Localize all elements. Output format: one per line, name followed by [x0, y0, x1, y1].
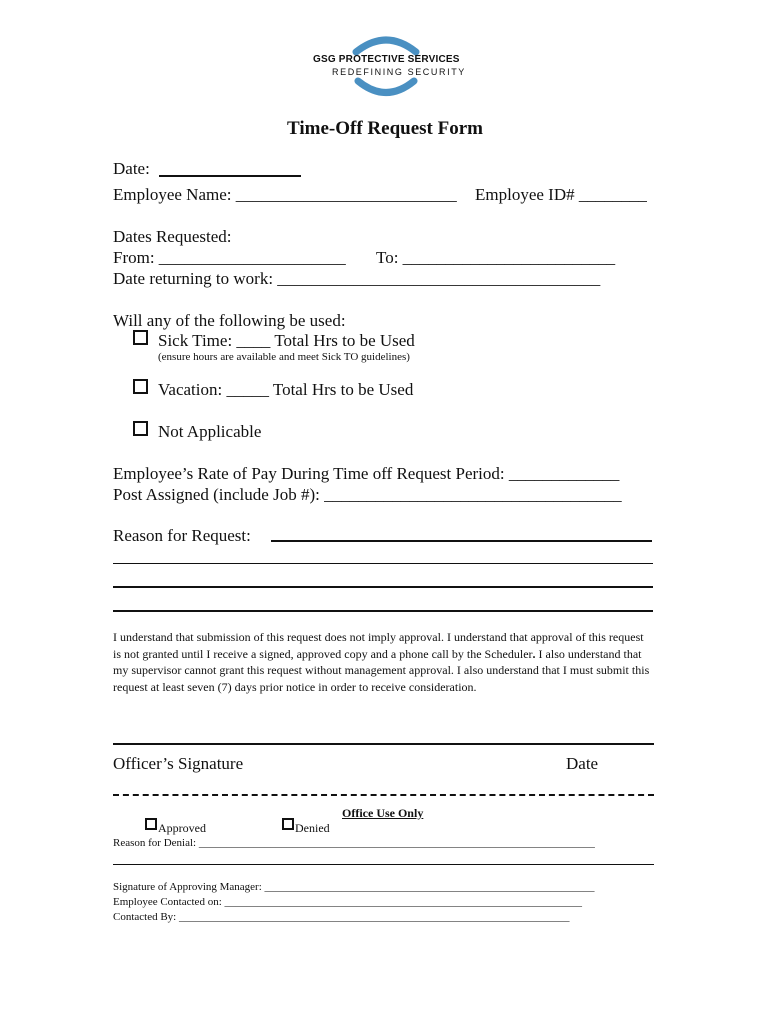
reason-line[interactable] — [113, 563, 653, 564]
section-divider — [113, 794, 654, 796]
officer-signature-label: Officer’s Signature — [113, 754, 244, 773]
disclaimer-text-2: I also understand that my supervisor cannot grant this request without management approval. I also understand that I must submit this request at least seven (7) days prior notice in order to receive consideration. — [113, 646, 650, 694]
not-applicable-checkbox[interactable] — [133, 421, 148, 436]
office-use-heading: Office Use Only — [342, 806, 424, 820]
reason-line[interactable] — [113, 610, 653, 612]
reason-line[interactable] — [271, 540, 652, 542]
vacation-label[interactable]: Vacation: _____ Total Hrs to be Used — [158, 380, 414, 399]
post-assigned-field[interactable]: Post Assigned (include Job #): ___________________________________ — [113, 485, 622, 504]
reason-line[interactable] — [113, 586, 653, 588]
return-date-field[interactable]: Date returning to work: ______________________________________ — [113, 269, 601, 288]
employee-name-label[interactable]: Employee Name: __________________________ — [113, 185, 457, 204]
disclaimer-paragraph — [113, 629, 653, 695]
page-title: Time-Off Request Form — [287, 118, 483, 139]
signature-date-label: Date — [566, 754, 599, 773]
denied-label: Denied — [295, 821, 330, 835]
date-label: Date: — [113, 159, 150, 178]
employee-contacted-field[interactable]: Employee Contacted on: _________________________________________________________________ — [113, 896, 582, 908]
reason-for-denial-field[interactable]: Reason for Denial: ________________________________________________________________________ — [113, 837, 595, 849]
dates-requested-label: Dates Requested: — [113, 227, 232, 246]
sick-time-checkbox[interactable] — [133, 330, 148, 345]
vacation-checkbox[interactable] — [133, 379, 148, 394]
sick-time-label[interactable]: Sick Time: ____ Total Hrs to be Used — [158, 331, 415, 350]
date-field[interactable] — [159, 175, 301, 177]
denial-extra-line[interactable] — [113, 864, 654, 865]
usage-question: Will any of the following be used: — [113, 311, 346, 330]
from-field[interactable]: From: ______________________ — [113, 248, 346, 267]
reason-label: Reason for Request: — [113, 526, 251, 545]
denied-checkbox[interactable] — [282, 818, 294, 830]
logo-company-name: GSG PROTECTIVE SERVICES — [313, 54, 460, 65]
company-logo — [306, 34, 466, 98]
officer-signature-line[interactable] — [113, 743, 654, 745]
contacted-by-field[interactable]: Contacted By: _______________________________________________________________________ — [113, 911, 570, 923]
rate-of-pay-field[interactable]: Employee’s Rate of Pay During Time off Request Period: _____________ — [113, 464, 620, 483]
sick-time-note: (ensure hours are available and meet Sick TO guidelines) — [158, 351, 410, 363]
logo-tagline: REDEFINING SECURITY — [332, 67, 466, 77]
employee-id-label[interactable]: Employee ID# ________ — [475, 185, 647, 204]
disclaimer-period: . — [532, 646, 536, 661]
disclaimer-text: I understand that submission of this request does not imply approval. I understand that approval of this request is not granted until I receive a signed, approved copy and a phone call by the Scheduler — [113, 630, 644, 661]
not-applicable-label: Not Applicable — [158, 422, 262, 441]
approved-checkbox[interactable] — [145, 818, 157, 830]
approved-label: Approved — [158, 821, 206, 835]
manager-signature-field[interactable]: Signature of Approving Manager: ____________________________________________________________ — [113, 881, 595, 893]
logo-arc-icon — [306, 34, 466, 98]
to-field[interactable]: To: _________________________ — [376, 248, 616, 267]
